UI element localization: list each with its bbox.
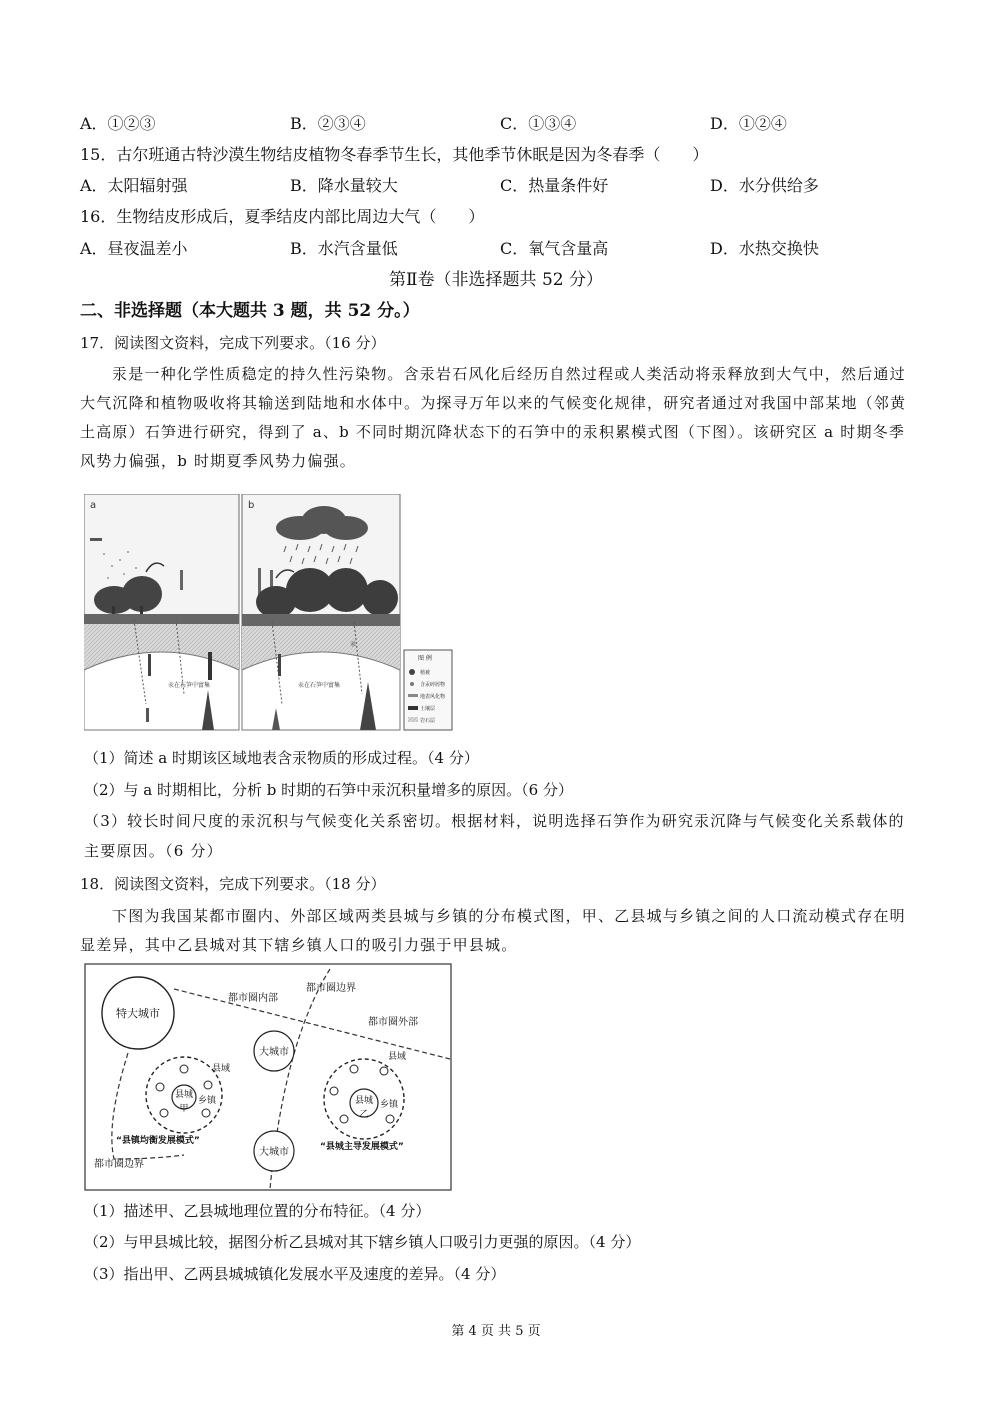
q16-stem: 16．生物结皮形成后，夏季结皮内部比周边大气（ ） [80, 207, 485, 226]
q15-stem: 15．古尔班通古特沙漠生物结皮植物冬春季节生长，其他季节休眠是因为冬春季（ ） [80, 145, 709, 164]
yi-label: 乙 [359, 1110, 369, 1120]
q17-sub-3: （3）较长时间尺度的汞沉积与气候变化关系密切。根据材料，说明选择石笋作为研究汞沉降与气候变化关系载体的主要原因。（6 分） [84, 812, 905, 860]
q14-option-c: C．①③④ [500, 114, 577, 133]
panel-b-label: b [248, 500, 255, 511]
boundary-bottom-label: 都市圈边界 [94, 1159, 144, 1170]
figure-legend [404, 650, 452, 730]
inner-label: 都市圈内部 [228, 993, 278, 1004]
mercury-label: 汞 [350, 641, 357, 648]
township-1-label: 乡镇 [198, 1096, 217, 1106]
section-header: 二、非选择题（本大题共 3 题，共 52 分。） [80, 301, 420, 321]
county-region-2-label: 县域 [388, 1052, 407, 1062]
mode-county-label: “县城主导发展模式” [320, 1142, 404, 1152]
stalagmite-mercury-figure [84, 494, 454, 732]
q17-passage: 汞是一种化学性质稳定的持久性污染物。含汞岩石风化后经历自然过程或人类活动将汞释放到大气中，然后通过大气沉降和植物吸收将其输送到陆地和水体中。为探寻万年以来的气候变化规律，研究者通过对我国中部某地（邻黄土高原）石笋进行研究，得到了 a、b 不同时期沉降状态下的石笋中的汞积累模式图（下图）。该研究区 a 时期冬季风势力偏强，b 时期夏季风势力偏强。 [80, 365, 907, 470]
legend-item: 土壤层 [420, 706, 436, 712]
county-yi-label: 县城 [354, 1096, 374, 1106]
legend-item: 岩石层 [420, 718, 436, 724]
q16-option-d: D．水热交换快 [710, 239, 819, 258]
megacity-label: 特大城市 [116, 1007, 160, 1020]
page-footer: 第 4 页 共 5 页 [451, 1324, 541, 1339]
metro-area-figure [84, 963, 454, 1193]
panel-a [84, 494, 239, 730]
q14-option-b: B．②③④ [290, 114, 366, 133]
q14-option-d: D．①②④ [710, 114, 787, 133]
panel-b [242, 494, 400, 730]
q18-sub-3: （3）指出甲、乙两县城城镇化发展水平及速度的差异。（4 分） [84, 1265, 506, 1283]
legend-item: 含汞碎屑物 [420, 682, 446, 688]
section-title: 第Ⅱ卷（非选择题共 52 分） [389, 270, 603, 290]
q17-sub-2: （2）与 a 时期相比，分析 b 时期的石笋中汞沉积量增多的原因。（6 分） [84, 781, 573, 799]
q16-option-c: C．氧气含量高 [500, 239, 609, 258]
jia-label: 甲 [179, 1104, 189, 1114]
big-city-1-label: 大城市 [259, 1047, 289, 1058]
q17-sub-1: （1）简述 a 时期该区域地表含汞物质的形成过程。（4 分） [84, 749, 479, 767]
q15-option-c: C．热量条件好 [500, 176, 609, 195]
outer-label: 都市圈外部 [368, 1017, 418, 1028]
q18-sub-1: （1）描述甲、乙县城地理位置的分布特征。（4 分） [84, 1202, 431, 1220]
panel-a-label: a [90, 500, 97, 511]
cave-label-b: 汞在石笋中富集 [298, 682, 341, 689]
cave-label-a: 汞在石笋中富集 [168, 682, 211, 689]
county-jia-label: 县城 [174, 1090, 194, 1100]
county-region-1-label: 县域 [212, 1064, 231, 1074]
mode-balanced-label: “县镇均衡发展模式” [116, 1136, 200, 1146]
q16-option-a: A．昼夜温差小 [80, 239, 188, 258]
q15-option-d: D．水分供给多 [710, 176, 819, 195]
township-2-label: 乡镇 [380, 1100, 399, 1110]
q18-passage: 下图为我国某都市圈内、外部区域两类县城与乡镇的分布模式图，甲、乙县城与乡镇之间的人口流动模式存在明显差异，其中乙县城对其下辖乡镇人口的吸引力强于甲县城。 [80, 907, 906, 954]
q15-option-b: B．降水量较大 [290, 176, 398, 195]
legend-item: 地表风化物 [420, 694, 446, 700]
legend-item: 植被 [420, 670, 431, 676]
q18-title: 18．阅读图文资料，完成下列要求。（18 分） [80, 875, 386, 893]
legend-title: 图 例 [418, 655, 432, 662]
q14-option-a: A．①②③ [80, 114, 156, 133]
q16-option-b: B．水汽含量低 [290, 239, 398, 258]
big-city-2-label: 大城市 [259, 1147, 289, 1158]
boundary-top-label: 都市圈边界 [306, 983, 356, 994]
q18-sub-2: （2）与甲县城比较，据图分析乙县城对其下辖乡镇人口吸引力更强的原因。（4 分） [84, 1233, 641, 1251]
q17-title: 17．阅读图文资料，完成下列要求。（16 分） [80, 334, 386, 352]
q15-option-a: A．太阳辐射强 [80, 176, 188, 195]
